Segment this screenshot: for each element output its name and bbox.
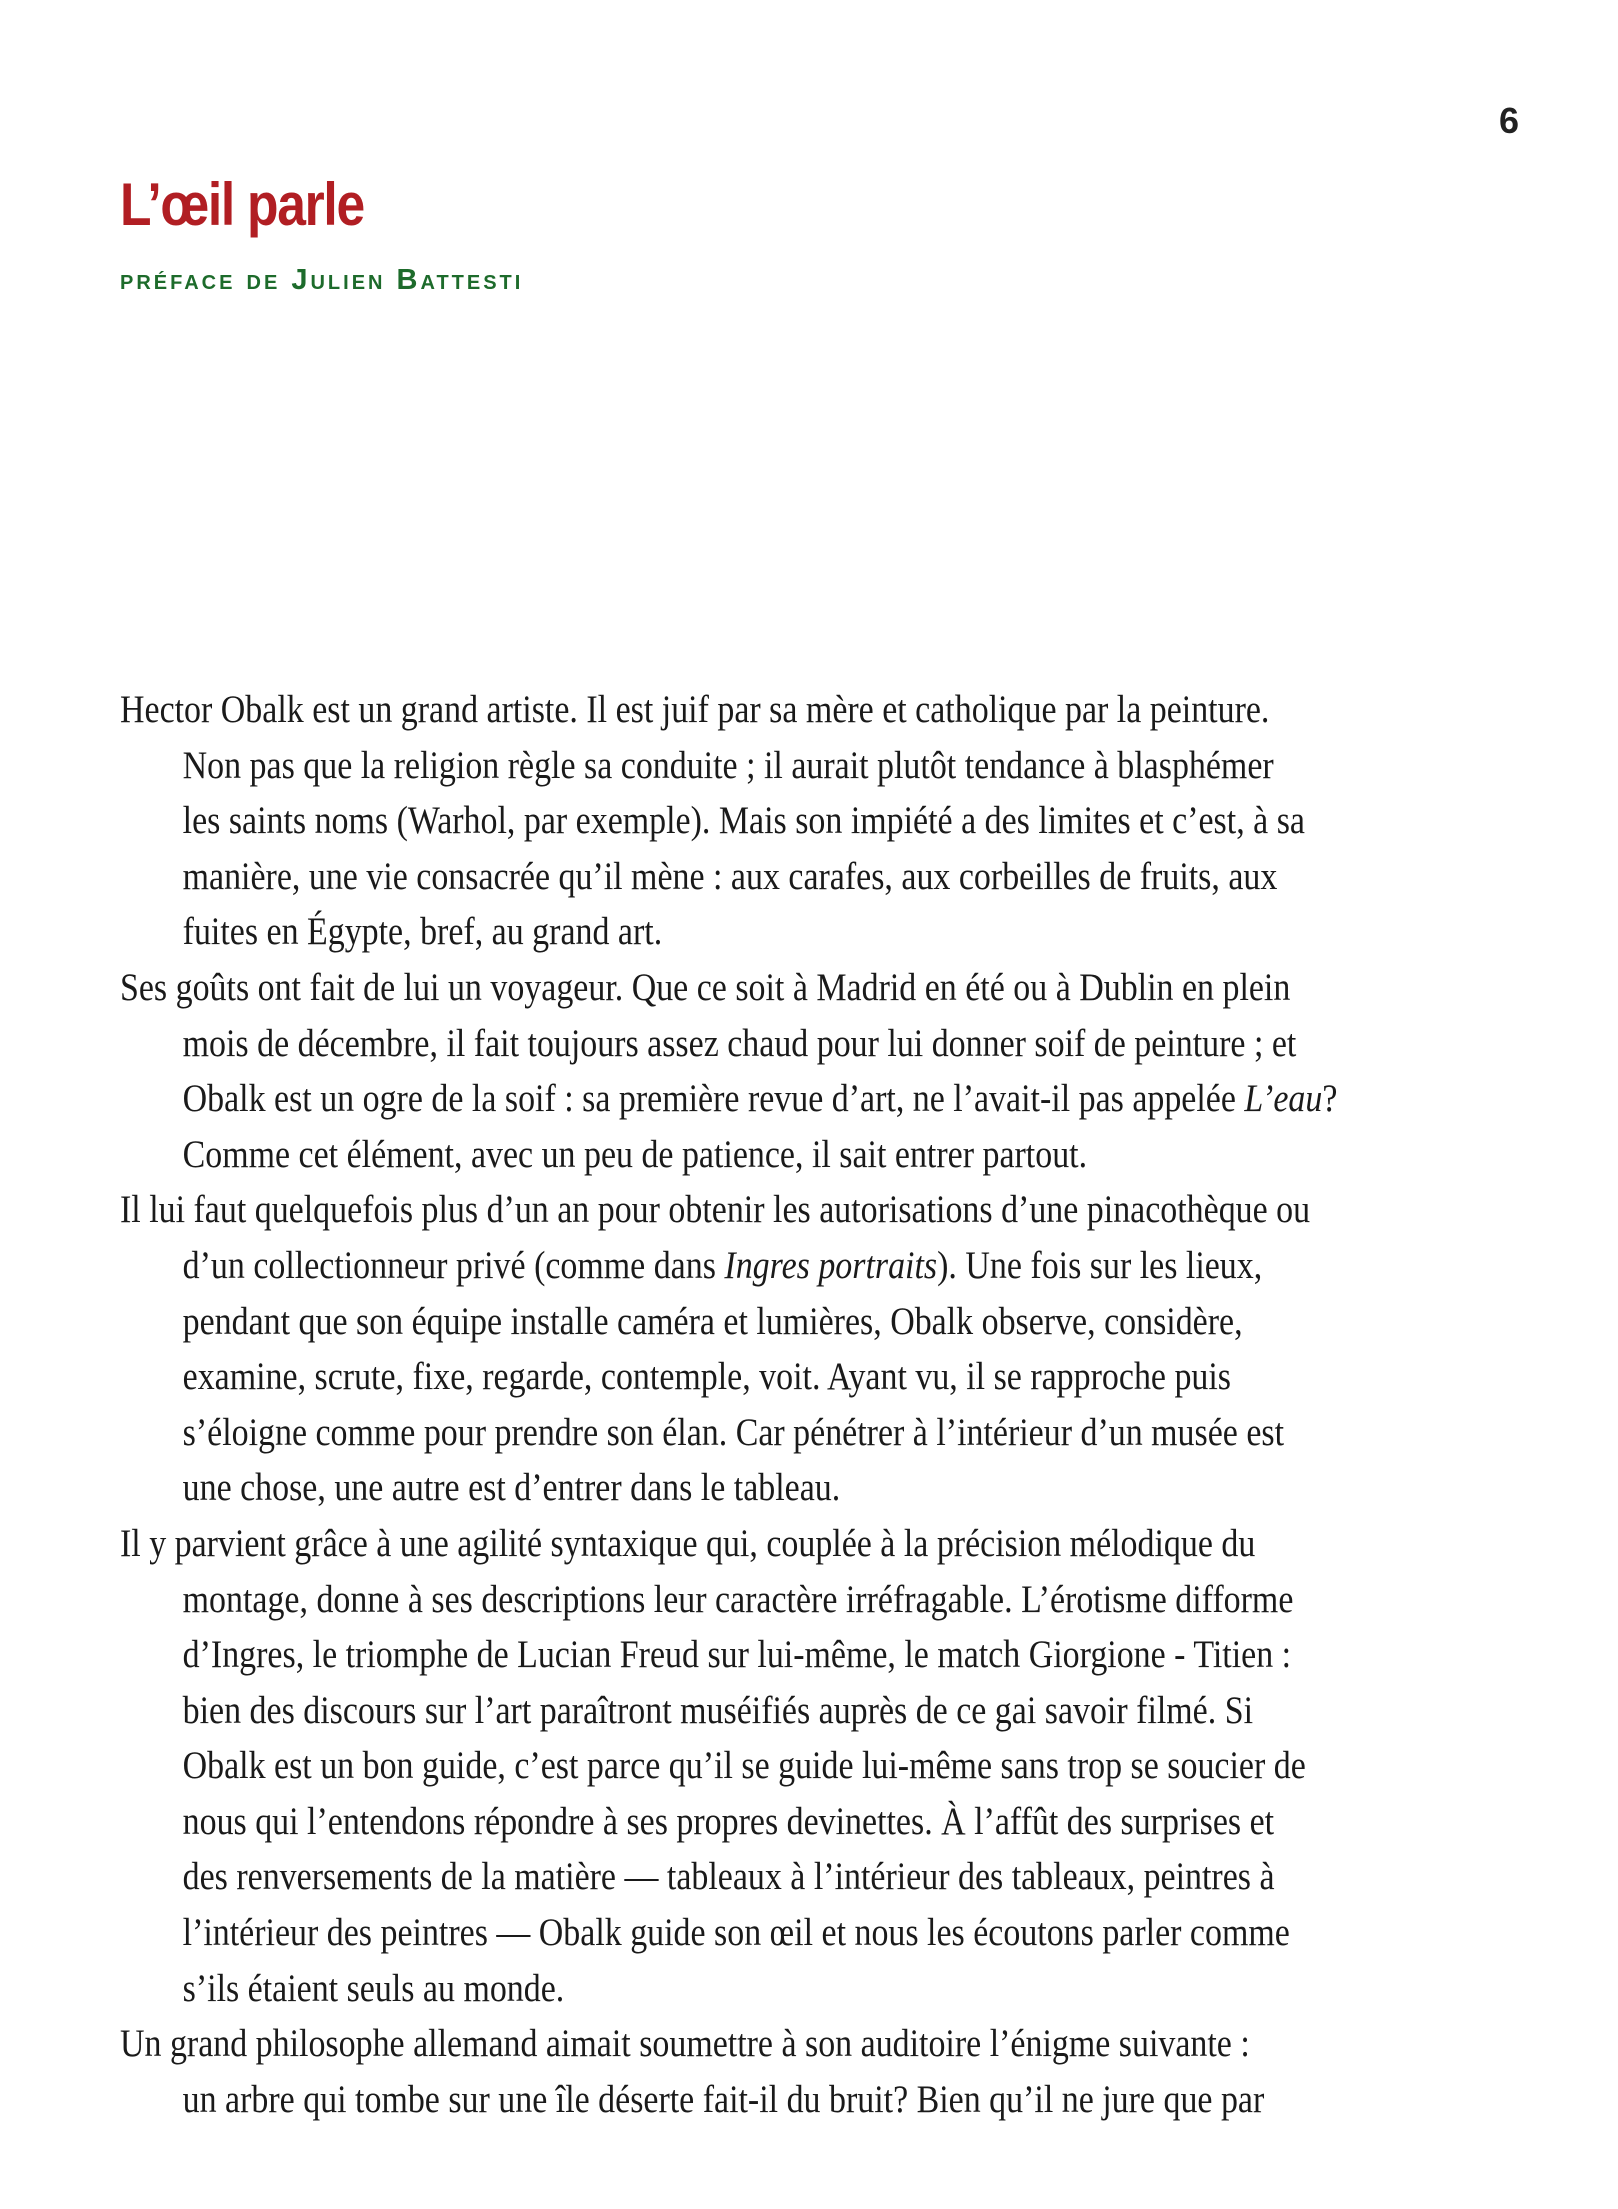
text-run: ? [1322, 1077, 1338, 1121]
text-run: ). Une fois sur les lieux, [937, 1243, 1263, 1287]
paragraph [120, 1516, 1540, 2016]
text-run: l’intérieur des peintres — Obalk guide son œil et nous les écoutons parler comme [182, 1911, 1290, 1955]
paragraph-line [120, 1405, 1355, 1461]
text-run: des renversements de la matière — tableaux à l’intérieur des tableaux, peintres à [182, 1855, 1275, 1899]
page-number: 6 [1498, 100, 1519, 141]
paragraph-line [120, 1849, 1355, 1905]
text-run: Ses goûts ont fait de lui un voyageur. Que ce soit à Madrid en été ou à Dublin en plein [120, 965, 1291, 1009]
paragraph-line [120, 849, 1355, 905]
paragraph-line [120, 793, 1355, 849]
paragraph-line [120, 1627, 1355, 1683]
text-run: les saints noms (Warhol, par exemple). Mais son impiété a des limites et c’est, à sa [182, 799, 1305, 843]
text-run: pendant que son équipe installe caméra et lumières, Obalk observe, considère, [182, 1299, 1243, 1343]
paragraph-line [120, 904, 1355, 960]
text-run: Comme cet élément, avec un peu de patience, il sait entrer partout. [182, 1132, 1088, 1176]
text-run: s’ils étaient seuls au monde. [182, 1966, 565, 2010]
paragraph [120, 960, 1540, 1182]
body-text [120, 682, 1540, 2127]
text-run: une chose, une autre est d’entrer dans le tableau. [182, 1466, 841, 1510]
paragraph-line [120, 682, 1355, 738]
text-run: d’Ingres, le triomphe de Lucian Freud sur lui-même, le match Giorgione - Titien : [182, 1633, 1292, 1677]
paragraph-line [120, 1127, 1355, 1183]
paragraph-line [120, 1572, 1355, 1628]
paragraph-line [120, 1071, 1355, 1127]
paragraph [120, 682, 1540, 960]
page-title: L’œil parle [120, 171, 364, 238]
text-run: s’éloigne comme pour prendre son élan. Car pénétrer à l’intérieur d’un musée est [182, 1410, 1285, 1454]
paragraph-line [120, 1460, 1355, 1516]
paragraph-line [120, 1961, 1355, 2017]
paragraph-line [120, 2016, 1355, 2072]
text-run: Hector Obalk est un grand artiste. Il est juif par sa mère et catholique par la peinture. [120, 688, 1270, 731]
paragraph [120, 1182, 1540, 1516]
text-run: un arbre qui tombe sur une île déserte fait-il du bruit? Bien qu’il ne jure que par [182, 2077, 1265, 2121]
text-run: Il y parvient grâce à une agilité syntaxique qui, couplée à la précision mélodique du [120, 1521, 1256, 1565]
paragraph-line [120, 1738, 1355, 1794]
text-run: manière, une vie consacrée qu’il mène : aux carafes, aux corbeilles de fruits, aux [182, 854, 1278, 898]
text-run: examine, scrute, fixe, regarde, contemple, voit. Ayant vu, il se rapproche puis [182, 1355, 1232, 1399]
text-run: Un grand philosophe allemand aimait soumettre à son auditoire l’énigme suivante : [120, 2022, 1250, 2066]
text-run: Obalk est un ogre de la soif : sa première revue d’art, ne l’avait-il pas appelée [182, 1077, 1245, 1121]
paragraph-line [120, 738, 1355, 794]
paragraph [120, 2016, 1540, 2127]
paragraph-line [120, 1182, 1355, 1238]
paragraph-line [120, 2072, 1355, 2128]
text-run: Non pas que la religion règle sa conduite ; il aurait plutôt tendance à blasphémer [182, 743, 1274, 787]
text-run: mois de décembre, il fait toujours assez chaud pour lui donner soif de peinture ; et [182, 1021, 1297, 1065]
paragraph-line [120, 1349, 1355, 1405]
page-subtitle: préface de Julien Battesti [120, 264, 524, 296]
paragraph-line [120, 1683, 1355, 1739]
text-run: nous qui l’entendons répondre à ses propres devinettes. À l’affût des surprises et [182, 1799, 1275, 1843]
paragraph-line [120, 1516, 1355, 1572]
paragraph-line [120, 1294, 1355, 1350]
text-run: fuites en Égypte, bref, au grand art. [182, 910, 663, 954]
text-run: montage, donne à ses descriptions leur caractère irréfragable. L’érotisme difforme [182, 1577, 1294, 1621]
paragraph-line [120, 1905, 1355, 1961]
text-run: bien des discours sur l’art paraîtront muséifiés auprès de ce gai savoir filmé. Si [182, 1688, 1254, 1732]
paragraph-line [120, 960, 1355, 1016]
italic-title: Ingres portraits [724, 1243, 938, 1287]
text-run: d’un collectionneur privé (comme dans [182, 1243, 725, 1287]
text-run: Il lui faut quelquefois plus d’un an pour obtenir les autorisations d’une pinacothèque ou [120, 1188, 1311, 1232]
paragraph-line [120, 1794, 1355, 1850]
text-run: Obalk est un bon guide, c’est parce qu’il se guide lui-même sans trop se soucier de [182, 1744, 1306, 1788]
paragraph-line [120, 1238, 1355, 1294]
italic-title: L’eau [1244, 1077, 1323, 1121]
paragraph-line [120, 1016, 1355, 1072]
